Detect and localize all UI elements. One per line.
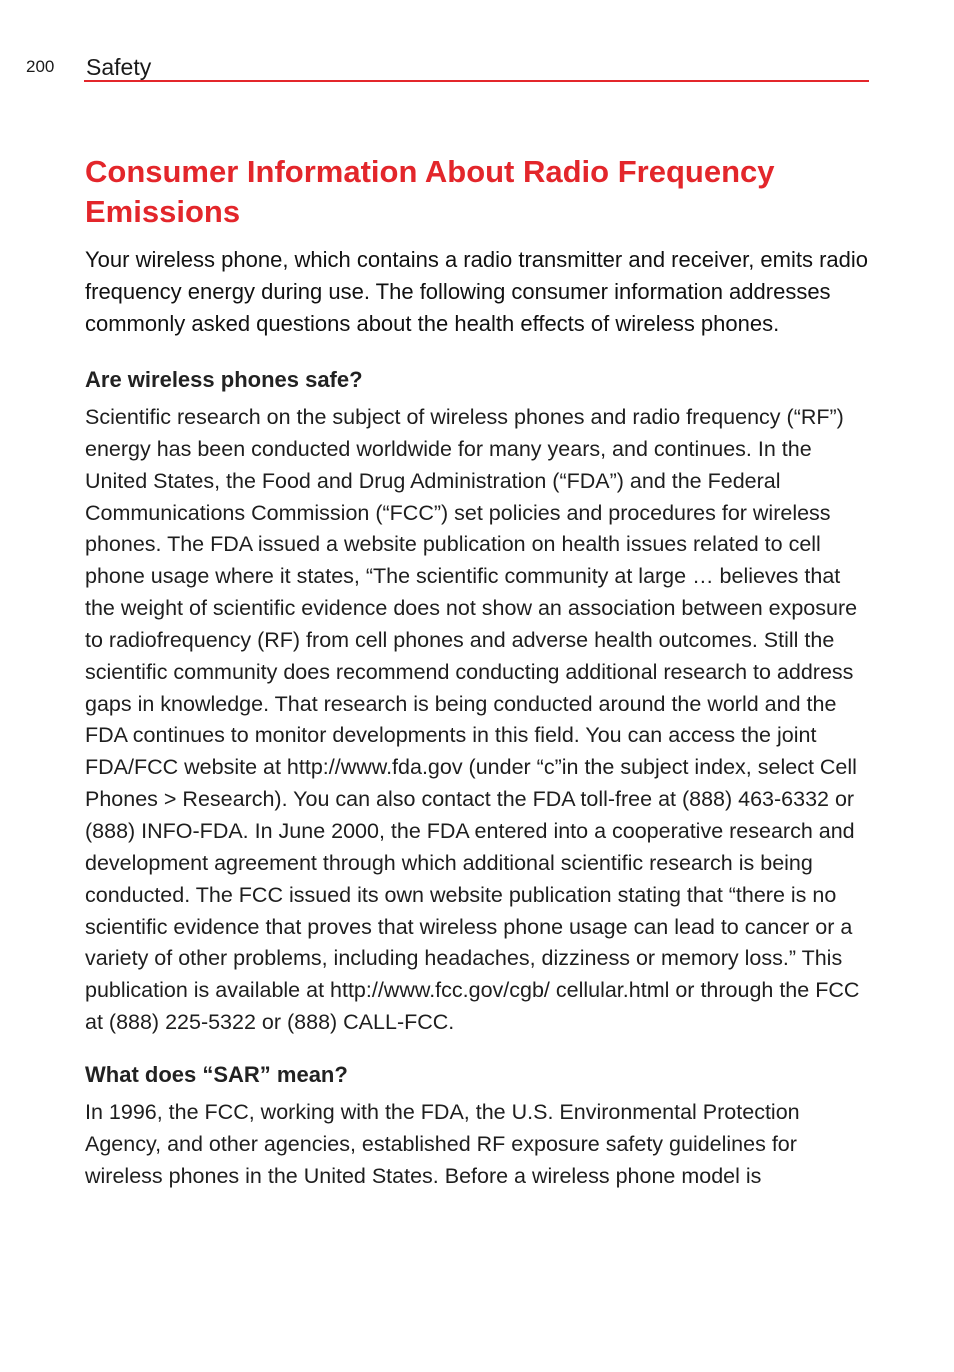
- page-number: 200: [26, 57, 55, 76]
- section-title: Safety: [86, 54, 152, 80]
- section-heading-sar: What does “SAR” mean?: [85, 1061, 348, 1087]
- header-divider: [84, 80, 869, 82]
- page-content: [85, 152, 875, 1212]
- section-body-sar: In 1996, the FCC, working with the FDA, the U.S. Environmental Protection Agency, and other agencies, established RF exposure safety guidelines for wireless phones in the United States. Before a wireless phone model is: [85, 1099, 800, 1188]
- page-title: Consumer Information About Radio Frequency Emissions: [85, 154, 775, 229]
- section-body-safety: Scientific research on the subject of wireless phones and radio frequency (“RF”) energy has been conducted worldwide for many years, and continues. In the United States, the Food and Drug Administration (“FDA”) and the Federal Communications Commission (“FCC”) set policies and procedures for wireless phones. The FDA issued a website publication on health issues related to cell phone usage where it states, “The scientific community at large … believes that the weight of scientific evidence does not show an association between exposure to radiofrequency (RF) from cell phones and adverse health outcomes. Still the scientific community does recommend conducting additional research to address gaps in knowledge. That research is being conducted around the world and the FDA continues to monitor developments in this field. You can access the joint FDA/FCC website at http://www.fda.gov (under “c”in the subject index, select Cell Phones > Research). You can also contact the FDA toll-free at (888) 463-6332 or (888) INFO-FDA. In June 2000, the FDA entered into a cooperative research and development agreement through which additional scientific research is being conducted. The FCC issued its own website publication stating that “there is no scientific evidence that proves that wireless phone usage can lead to cancer or a variety of other problems, including headaches, dizziness or memory loss.” This publication is available at http://www.fcc.gov/cgb/ cellular.html or through the FCC at (888) 225-5322 or (888) CALL-FCC.: [85, 405, 860, 1035]
- page-header: [0, 50, 954, 90]
- section-heading-safety: Are wireless phones safe?: [85, 367, 363, 392]
- intro-paragraph: Your wireless phone, which contains a radio transmitter and receiver, emits radio frequency energy during use. The following consumer information addresses commonly asked questions about the health effects of wireless phones.: [85, 247, 869, 336]
